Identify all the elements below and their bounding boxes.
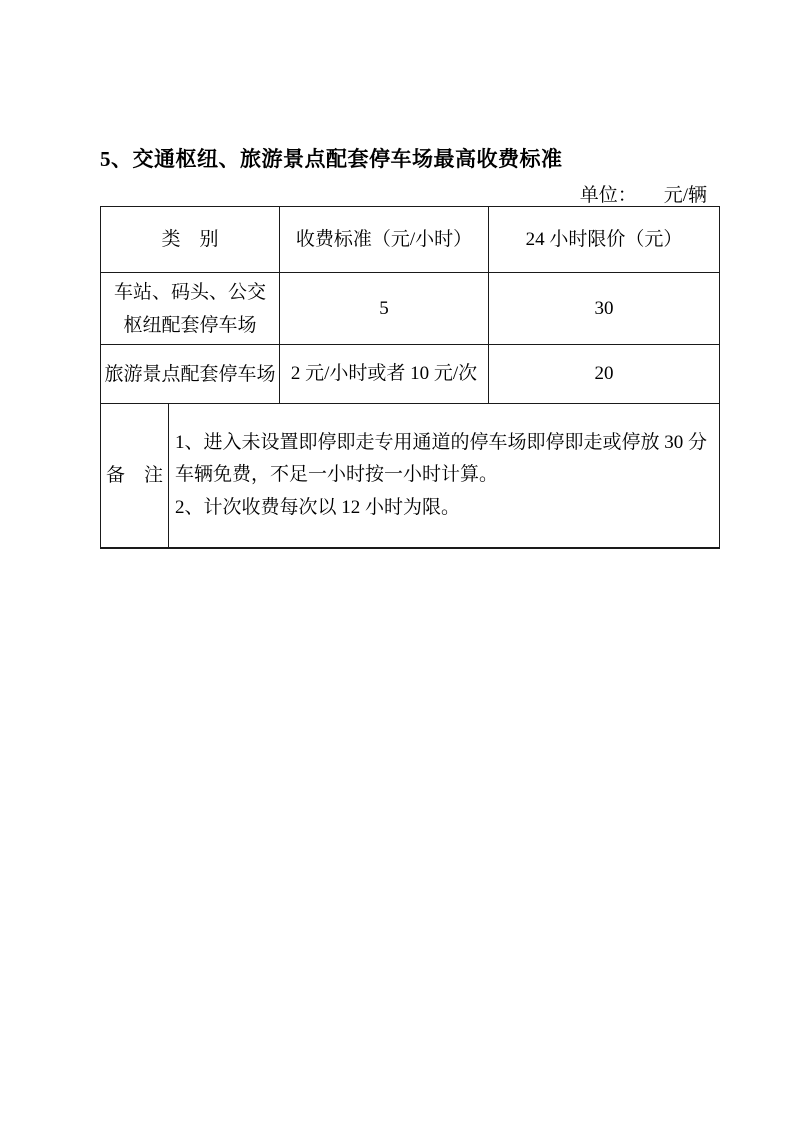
cell-daily-cap: 30: [488, 272, 719, 344]
table-remark-row: [101, 403, 719, 547]
cell-rate: 5: [279, 272, 488, 344]
cell-rate: 2 元/小时或者 10 元/次: [279, 344, 488, 403]
remark-line: 车辆免费，不足一小时按一小时计算。: [175, 464, 499, 486]
remark-content: [168, 403, 719, 547]
unit-label: 单位：: [579, 185, 637, 206]
table-row: [101, 272, 719, 344]
section-title: 5、交通枢纽、旅游景点配套停车场最高收费标准: [100, 147, 563, 171]
category-line: 旅游景点配套停车场: [104, 363, 276, 385]
unit-line: [580, 180, 707, 207]
cell-daily-cap: 20: [488, 344, 719, 403]
cell-category: [101, 344, 279, 403]
header-cell-category: 类 别: [161, 228, 219, 250]
table-header-row: [101, 207, 719, 272]
cell-category: [101, 272, 279, 344]
remark-line: 1、进入未设置即停即走专用通道的停车场即停即走或停放 30 分: [175, 431, 708, 453]
category-line: 枢纽配套停车场: [123, 314, 257, 336]
fee-table: [100, 206, 720, 549]
unit-value: 元/辆: [663, 185, 707, 206]
category-line: 车站、码头、公交: [113, 281, 266, 303]
table-row: [101, 344, 719, 403]
header-cell-daily-cap: 24 小时限价（元）: [488, 207, 719, 272]
header-cell-rate: 收费标准（元/小时）: [279, 207, 488, 272]
remark-line: 2、计次收费每次以 12 小时为限。: [175, 496, 461, 518]
remark-label: 备 注: [101, 403, 168, 547]
